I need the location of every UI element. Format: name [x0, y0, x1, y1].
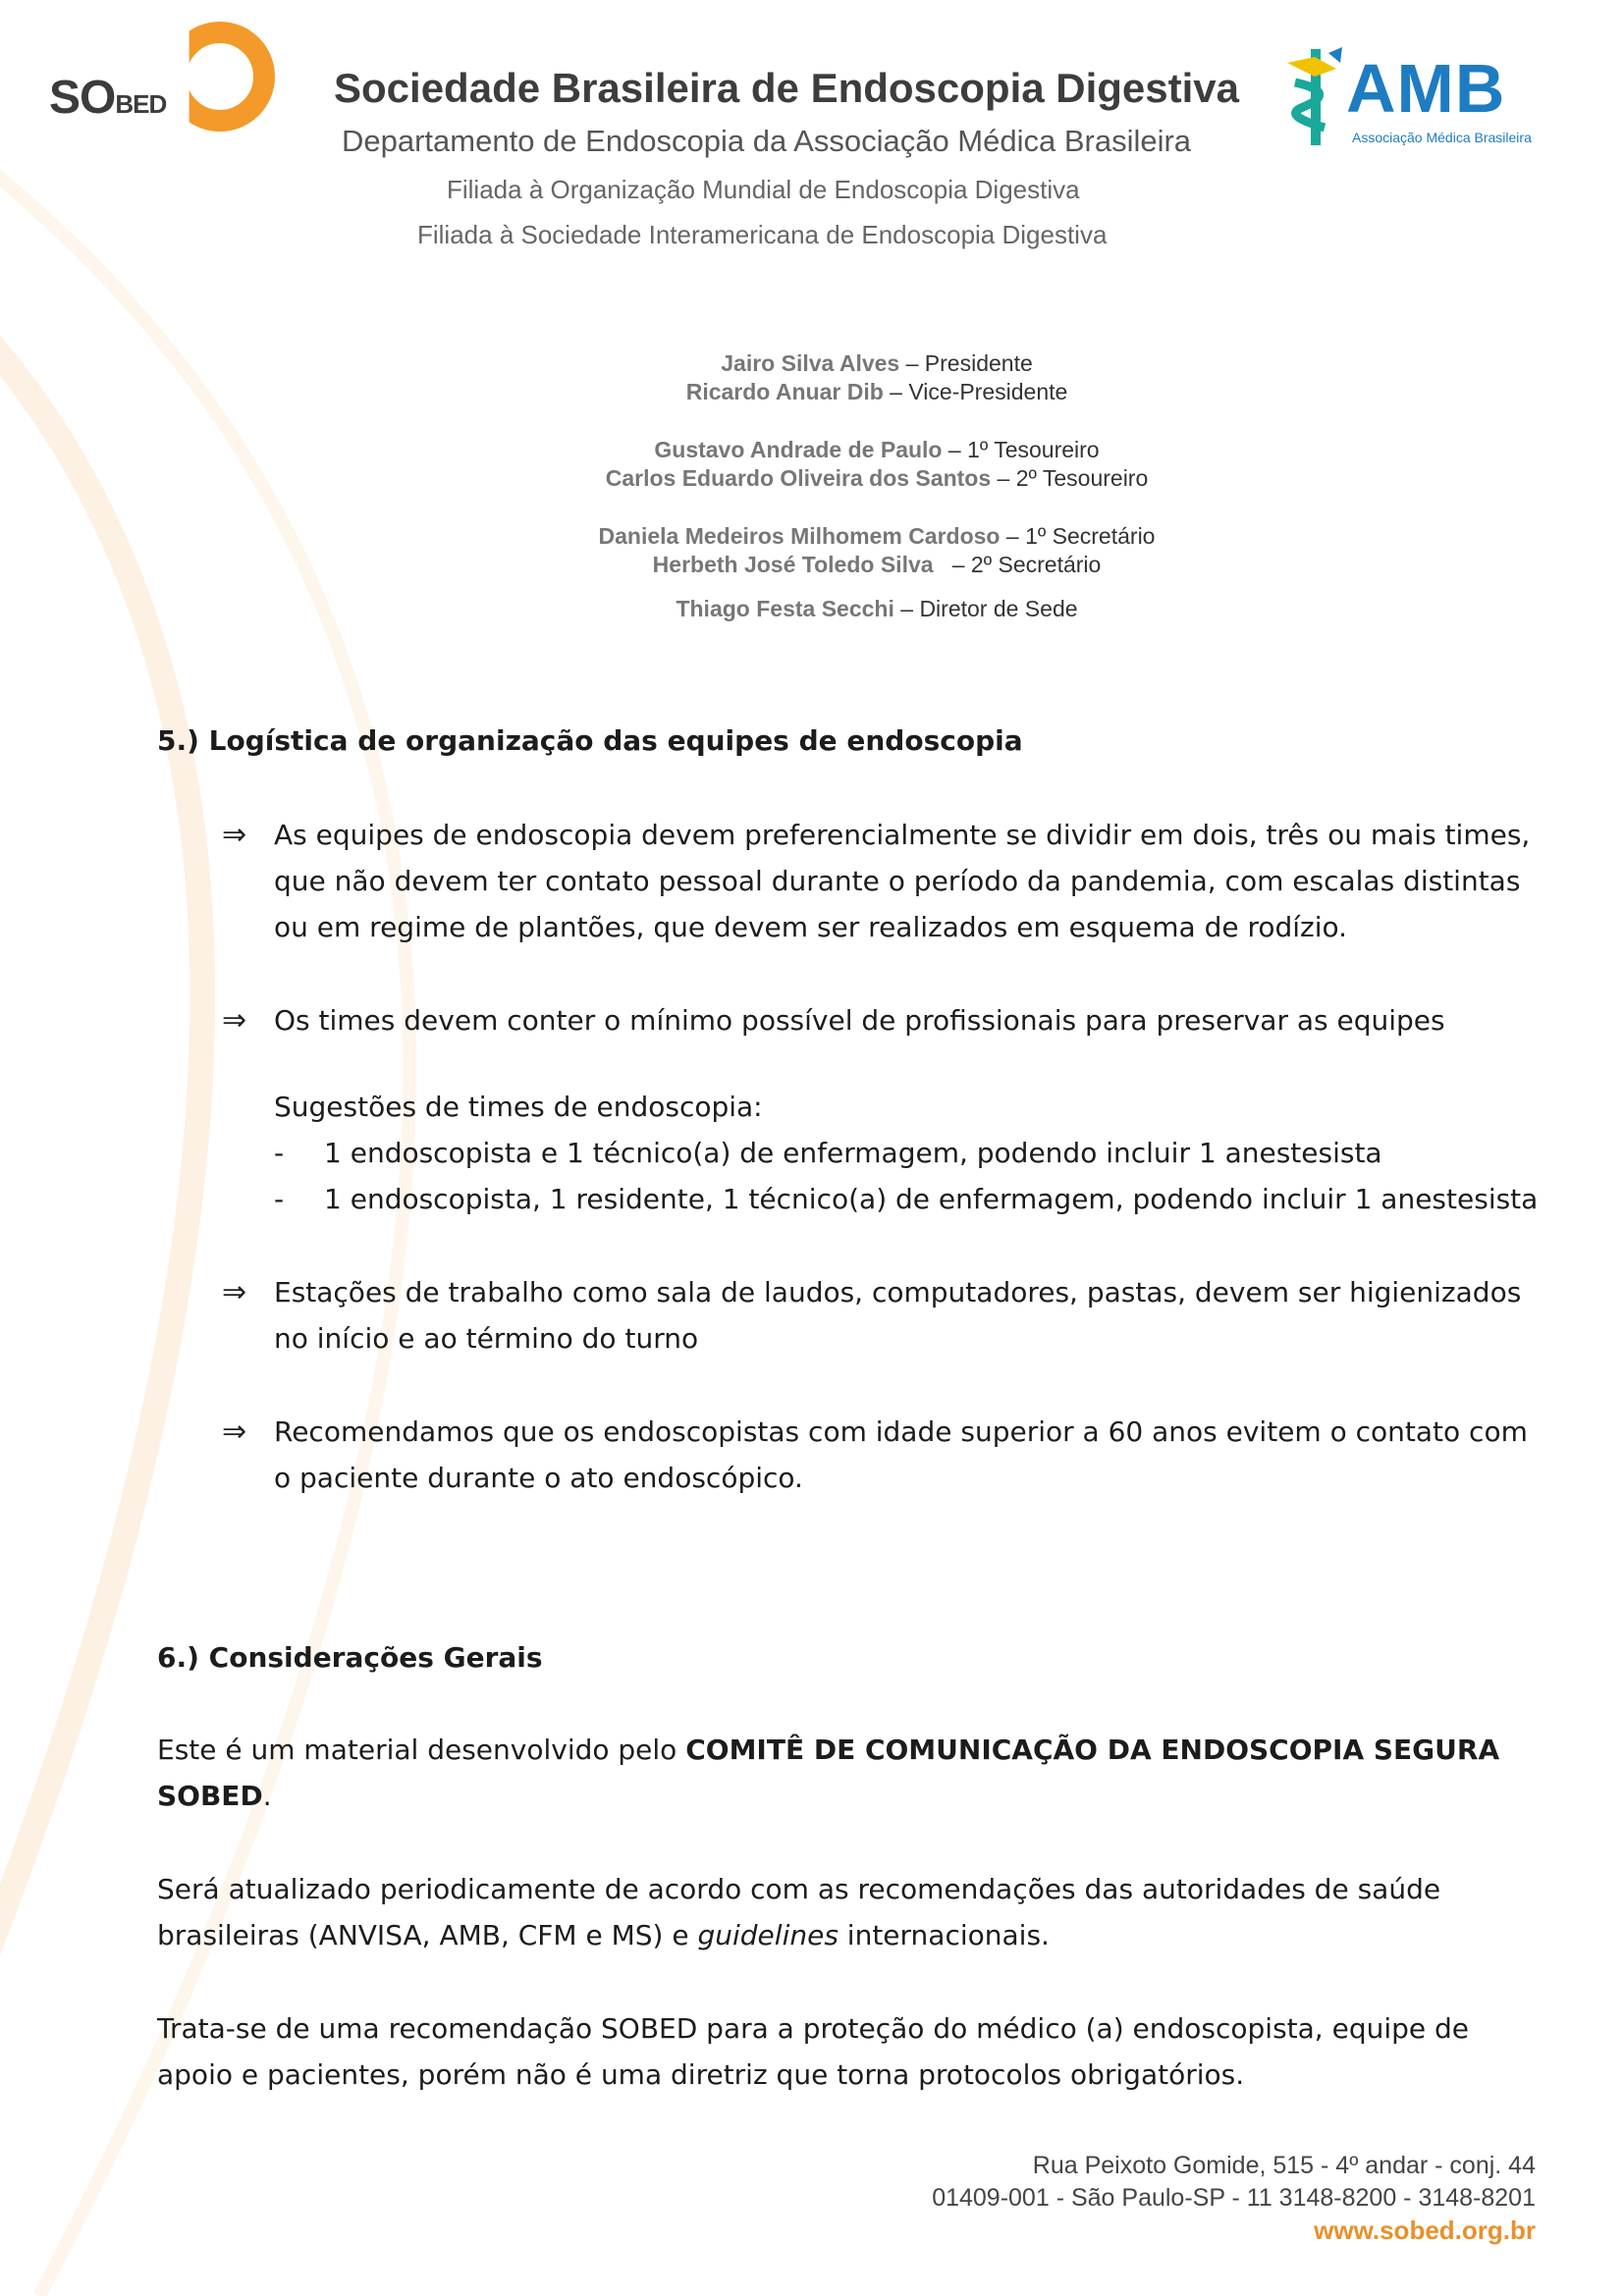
double-arrow-icon: ⇒ [222, 818, 247, 852]
board-member: Herbeth José Toledo Silva – 2º Secretário [652, 552, 1102, 577]
section-6-heading: 6.) Considerações Gerais [157, 1641, 543, 1674]
board-member: Ricardo Anuar Dib – Vice-Presidente [685, 379, 1068, 404]
paragraph: Trata-se de uma recomendação SOBED para a proteção do médico (a) endoscopista, equipe de apoio e pacientes, porém não é uma diretriz que torna protocolos obrigatórios. [157, 2012, 1470, 2091]
double-arrow-icon: ⇒ [222, 1275, 247, 1309]
double-arrow-icon: ⇒ [222, 1415, 247, 1449]
amb-logo-text: AMB [1346, 50, 1506, 127]
address-line: Rua Peixoto Gomide, 515 - 4º andar - conj. 44 [1032, 2152, 1536, 2179]
amb-logo [1281, 43, 1537, 151]
board-member: Gustavo Andrade de Paulo – 1º Tesoureiro [654, 437, 1100, 462]
organization-name: Sociedade Brasileira de Endoscopia Digestiva [334, 65, 1240, 111]
board-member: Thiago Festa Secchi – Diretor de Sede [676, 596, 1078, 621]
bullet-item: ⇒ Os times devem conter o mínimo possível de profissionais para preservar as equipes [157, 997, 1532, 1043]
amb-caduceus-icon [1281, 43, 1350, 151]
board-member: Daniela Medeiros Milhomem Cardoso – 1º Secretário [598, 523, 1156, 549]
address-line: 01409-001 - São Paulo-SP - 11 3148-8200 - 3148-8201 [932, 2184, 1536, 2212]
board-group [0, 436, 1624, 493]
sobed-logo [49, 20, 295, 173]
board-group [0, 595, 1624, 623]
document-body [157, 721, 1539, 2098]
organization-department: Departamento de Endoscopia da Associação Médica Brasileira [342, 124, 1192, 158]
board-member: Jairo Silva Alves – Presidente [721, 350, 1033, 376]
list-item: - 1 endoscopista, 1 residente, 1 técnico(a) de enfermagem, podendo incluir 1 anestesista [274, 1183, 1539, 1215]
bullet-item: ⇒ Recomendamos que os endoscopistas com idade superior a 60 anos evitem o contato com o paciente durante o ato endoscópico. [157, 1409, 1532, 1501]
list-item: - 1 endoscopista e 1 técnico(a) de enfermagem, podendo incluir 1 anestesista [274, 1137, 1382, 1169]
bullet-item: ⇒ As equipes de endoscopia devem preferencialmente se dividir em dois, três ou mais times, que não devem ter contato pessoal durante o período da pandemia, com escalas distintas ou em regime de plantões, que devem ser realizados em esquema de rodízio. [157, 812, 1532, 950]
footer-address [932, 2150, 1536, 2247]
suggestions-title: Sugestões de times de endoscopia: [274, 1091, 763, 1123]
committee-name: COMITÊ DE COMUNICAÇÃO DA ENDOSCOPIA SEGURA SOBED [157, 1734, 1500, 1812]
amb-logo-subtitle: Associação Médica Brasileira [1352, 130, 1532, 145]
board-group [0, 349, 1624, 406]
section-5-heading: 5.) Logística de organização das equipes de endoscopia [157, 724, 1023, 757]
paragraph: Será atualizado periodicamente de acordo com as recomendações das autoridades de saúde brasileiras (ANVISA, AMB, CFM e MS) e guidelines internacionais. [157, 1873, 1441, 1951]
board-member: Carlos Eduardo Oliveira dos Santos – 2º Tesoureiro [605, 465, 1149, 491]
double-arrow-icon: ⇒ [222, 1003, 247, 1038]
sobed-logo-text: SOBED [49, 72, 167, 124]
bullet-item: ⇒ Estações de trabalho como sala de laudos, computadores, pastas, devem ser higienizados no início e ao término do turno [157, 1269, 1532, 1362]
affiliation-line-1: Filiada à Organização Mundial de Endoscopia Digestiva [447, 175, 1080, 204]
sobed-logo-ring [165, 22, 275, 132]
affiliation-line-2: Filiada à Sociedade Interamericana de Endoscopia Digestiva [417, 220, 1108, 249]
board-group [0, 522, 1624, 579]
paragraph: Este é um material desenvolvido pelo COMITÊ DE COMUNICAÇÃO DA ENDOSCOPIA SEGURA SOBED. [157, 1734, 1500, 1812]
board-members [0, 349, 1624, 653]
website-link[interactable]: www.sobed.org.br [1314, 2216, 1536, 2245]
